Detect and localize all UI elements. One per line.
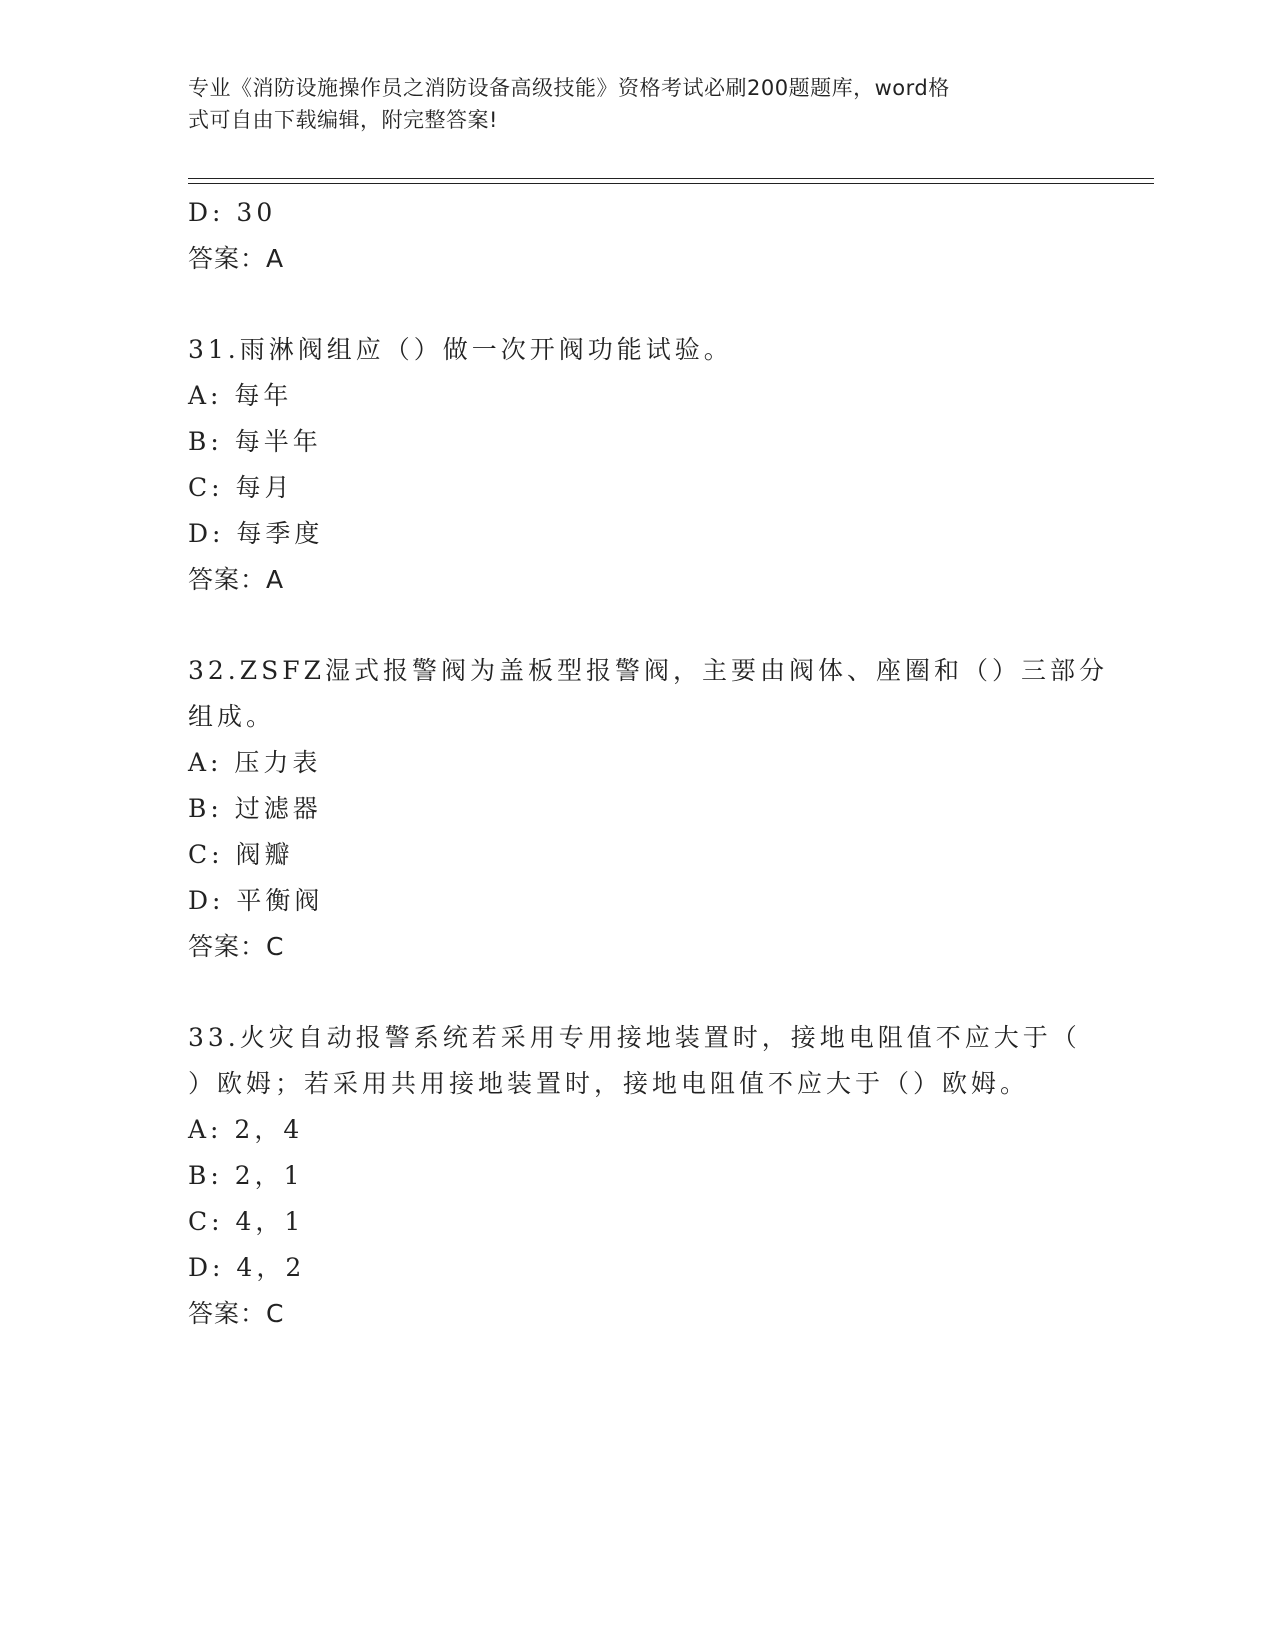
header-line-1: 专业《消防设施操作员之消防设备高级技能》资格考试必刷200题题库，word格 <box>188 76 950 100</box>
answer-line: 答案：C <box>188 1299 285 1328</box>
document-header <box>188 72 1078 136</box>
option-d: D: 30 <box>188 198 277 227</box>
question-33 <box>188 1015 1088 1337</box>
option-d: D: 平衡阀 <box>188 886 324 915</box>
option-a: A: 压力表 <box>188 748 322 777</box>
answer-line: 答案：A <box>188 244 285 273</box>
option-b: B: 过滤器 <box>188 794 322 823</box>
question-32 <box>188 648 1108 970</box>
question-text: 33.火灾自动报警系统若采用专用接地装置时，接地电阻值不应大于（ <box>188 1023 1081 1052</box>
header-line-2: 式可自由下载编辑，附完整答案! <box>188 108 498 132</box>
answer-line: 答案：A <box>188 565 285 594</box>
option-d: D: 4，2 <box>188 1253 306 1282</box>
question-text-continued: 组成。 <box>188 702 276 731</box>
question-text: 32.ZSFZ湿式报警阀为盖板型报警阀，主要由阀体、座圈和（）三部分 <box>188 656 1108 685</box>
option-a: A: 2，4 <box>188 1115 304 1144</box>
question-list <box>188 190 1108 1337</box>
option-a: A: 每年 <box>188 381 293 410</box>
option-b: B: 每半年 <box>188 427 322 456</box>
question-spacer <box>188 970 1088 1015</box>
question-spacer <box>188 282 1088 327</box>
option-b: B: 2，1 <box>188 1161 304 1190</box>
question-spacer <box>188 603 1088 648</box>
answer-line: 答案：C <box>188 932 285 961</box>
option-c: C: 阀瓣 <box>188 840 294 869</box>
header-divider-top <box>188 178 1154 179</box>
question-text-continued: ）欧姆；若采用共用接地装置时，接地电阻值不应大于（）欧姆。 <box>188 1069 1030 1098</box>
header-divider-bottom <box>188 183 1154 184</box>
question-text: 31.雨淋阀组应（）做一次开阀功能试验。 <box>188 335 733 364</box>
option-c: C: 4，1 <box>188 1207 305 1236</box>
partial-question <box>188 190 1088 282</box>
option-d: D: 每季度 <box>188 519 324 548</box>
question-31 <box>188 327 1088 603</box>
option-c: C: 每月 <box>188 473 294 502</box>
